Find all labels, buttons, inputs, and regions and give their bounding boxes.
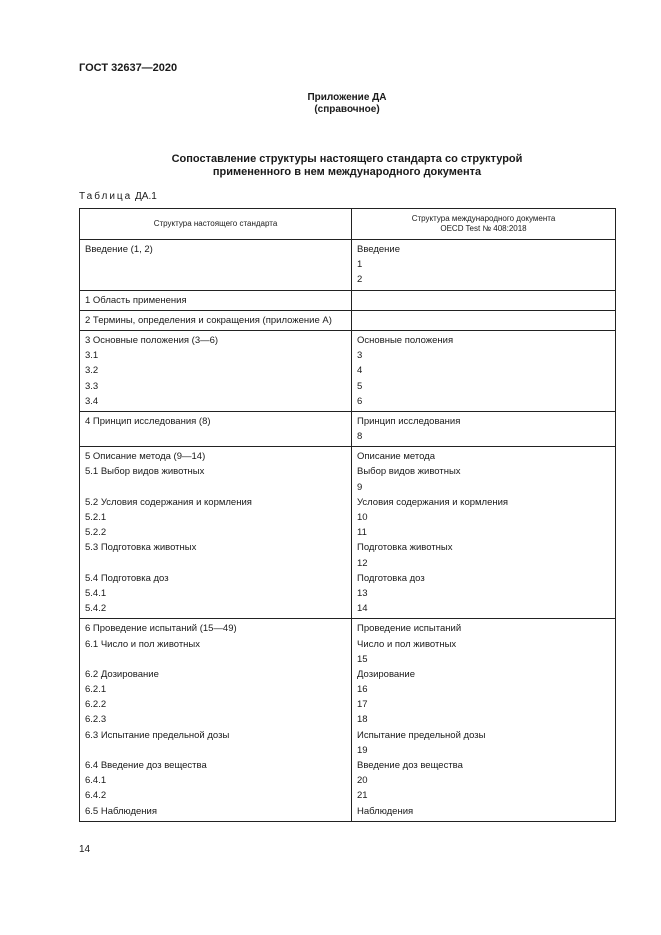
cell-line: 3 Основные положения (3—6) [85,334,219,346]
comparison-title-line-1: Сопоставление структуры настоящего стандарта со структурой [171,153,523,165]
cell-line [85,743,346,758]
cell-line: Введение [357,244,401,255]
cell-line: 5.4.2 [85,603,107,615]
table-label-word: Таблица [79,191,133,202]
standard-structure-cell [80,411,352,446]
cell-line: 6 [357,395,363,407]
cell-line: 5 [357,380,363,392]
cell-line: 17 [357,699,368,711]
cell-line: 9 [357,481,363,493]
cell-line [85,272,346,287]
cell-line: 5 Описание метода (9—14) [85,451,206,463]
cell-line: 6.3 Испытание предельной дозы [85,729,230,741]
cell-line: Проведение испытаний [357,623,462,635]
oecd-structure-cell [352,330,616,411]
appendix-title: Приложение ДА [307,92,387,103]
cell-line: Испытание предельной дозы [357,729,486,741]
cell-line: 1 [357,259,363,271]
col2-header [352,209,616,240]
cell-line: Число и пол животных [357,638,457,650]
cell-line: 6.5 Наблюдения [85,805,157,817]
table-row [80,310,616,330]
table-row [80,290,616,310]
cell-line: 19 [357,744,368,756]
oecd-structure-cell [352,240,616,291]
comparison-title-line-2: примененного в нем международного документа [212,166,482,178]
cell-line: 3 [357,350,363,362]
page-number: 14 [79,844,91,855]
cell-line: Условия содержания и кормления [357,496,509,508]
table-row [80,330,616,411]
cell-line: 21 [357,790,368,802]
comparison-title [79,153,615,179]
cell-line: Подготовка животных [357,542,453,554]
cell-line: 6.4.2 [85,790,107,802]
table-label-number: ДА.1 [135,191,157,202]
cell-line: 20 [357,775,368,787]
cell-line: 5.4 Подготовка доз [85,572,169,584]
cell-line: 5.3 Подготовка животных [85,542,197,554]
cell-line: 3.2 [85,365,99,377]
cell-line: Описание метода [357,451,435,463]
cell-line [85,480,346,495]
cell-line: 5.2.2 [85,527,107,539]
cell-line: 16 [357,684,368,696]
comparison-table [79,208,616,822]
oecd-structure-cell [352,619,616,821]
standard-code: ГОСТ 32637—2020 [79,62,178,74]
standard-structure-cell [80,290,352,310]
cell-line: 6.2.1 [85,684,107,696]
cell-line: 1 Область применения [85,294,187,306]
cell-line: Основные положения [357,334,454,346]
cell-line: Принцип исследования [357,415,461,427]
oecd-structure-cell [352,411,616,446]
cell-line [85,556,346,571]
standard-structure-cell [80,447,352,619]
col1-header [80,209,352,240]
cell-line: 2 Термины, определения и сокращения (приложение А) [85,314,332,326]
cell-line [357,293,610,308]
table-row [80,447,616,619]
cell-line: 6.4.1 [85,775,107,787]
cell-line: 5.1 Выбор видов животных [85,466,205,478]
cell-line: 6.2.3 [85,714,107,726]
oecd-structure-cell [352,310,616,330]
standard-structure-cell [80,240,352,291]
cell-line: 18 [357,714,368,726]
standard-structure-cell [80,330,352,411]
standard-structure-cell [80,310,352,330]
cell-line: Введение (1, 2) [85,244,153,255]
table-row [80,619,616,821]
cell-line: Подготовка доз [357,572,425,584]
cell-line: 3.4 [85,395,99,407]
cell-line [357,313,610,328]
cell-line: 13 [357,587,368,599]
cell-line: Наблюдения [357,805,414,817]
cell-line: 4 [357,365,363,377]
cell-line: 4 Принцип исследования (8) [85,415,211,427]
col2-header-line-1: Структура международного документа [411,214,556,223]
table-body [80,240,616,822]
cell-line: 3.1 [85,350,99,362]
table-label [79,191,157,202]
cell-line: 2 [357,274,363,286]
appendix-heading [79,92,615,116]
standard-structure-cell [80,619,352,821]
col2-header-line-2: OECD Test № 408:2018 [440,224,527,233]
table-header-row [80,209,616,240]
cell-line: 6.1 Число и пол животных [85,638,201,650]
cell-line: 5.4.1 [85,587,107,599]
cell-line: 6 Проведение испытаний (15—49) [85,623,237,635]
cell-line: Дозирование [357,668,416,680]
cell-line: Введение доз вещества [357,760,463,771]
oecd-structure-cell [352,447,616,619]
cell-line: 6.2.2 [85,699,107,711]
cell-line: 6.4 Введение доз вещества [85,760,207,771]
cell-line: 14 [357,603,368,615]
oecd-structure-cell [352,290,616,310]
table-row [80,411,616,446]
cell-line: 11 [357,527,367,539]
cell-line: Выбор видов животных [357,466,461,478]
cell-line: 8 [357,431,363,443]
cell-line: 12 [357,557,368,569]
cell-line: 10 [357,512,368,523]
appendix-subtitle: (справочное) [314,104,380,115]
cell-line: 6.2 Дозирование [85,668,159,680]
cell-line [85,429,346,444]
cell-line [85,652,346,667]
cell-line: 3.3 [85,380,99,392]
table-row [80,240,616,291]
cell-line: 15 [357,653,368,665]
cell-line: 5.2.1 [85,512,107,523]
cell-line [85,257,346,272]
cell-line: 5.2 Условия содержания и кормления [85,496,252,508]
col1-header-text: Структура настоящего стандарта [153,219,278,228]
